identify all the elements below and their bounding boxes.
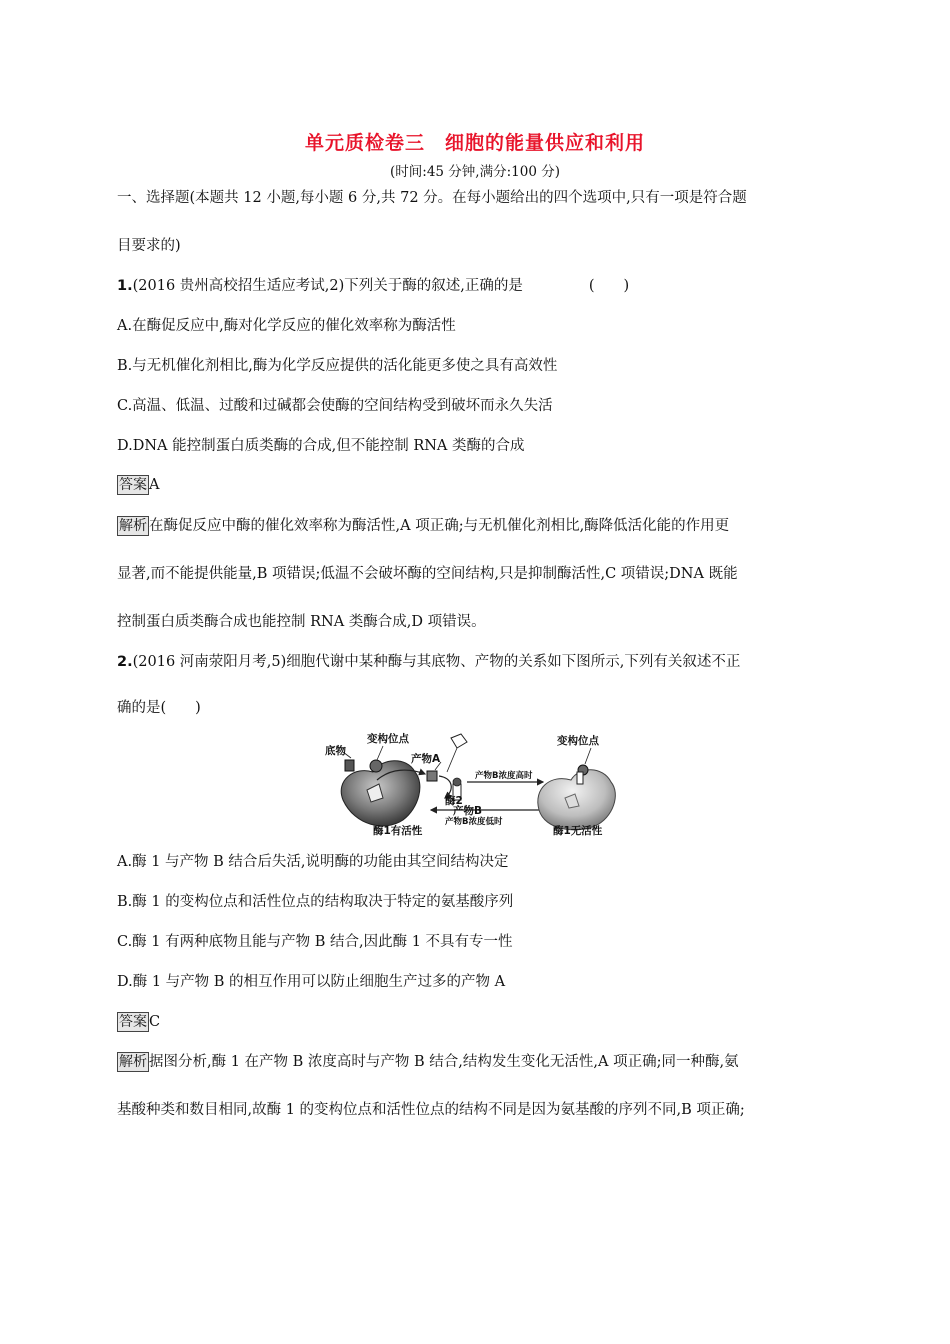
analysis-line-3: 控制蛋白质类酶合成也能控制 RNA 类酶合成,D 项错误。 bbox=[117, 614, 486, 630]
answer-tag: 答案 bbox=[119, 477, 147, 493]
question-number: 2. bbox=[117, 654, 133, 670]
analysis-line-1 bbox=[117, 516, 729, 536]
answer-tag: 答案 bbox=[119, 1014, 147, 1030]
question-2-stem-line1 bbox=[117, 652, 740, 672]
label-product-a: 产物A bbox=[411, 753, 441, 765]
allosteric-site-icon bbox=[370, 760, 382, 772]
option-a: A.酶 1 与产物 B 结合后失活,说明酶的功能由其空间结构决定 bbox=[117, 854, 509, 870]
option-c: C.酶 1 有两种底物且能与产物 B 结合,因此酶 1 不具有专一性 bbox=[117, 934, 513, 950]
option-a: A.在酶促反应中,酶对化学反应的催化效率称为酶活性 bbox=[117, 318, 456, 334]
analysis-line-1 bbox=[117, 1052, 739, 1072]
question-text: (2016 河南荥阳月考,5)细胞代谢中某种酶与其底物、产物的关系如下图所示,下列有关叙述不正 bbox=[132, 654, 741, 670]
option-d: D.酶 1 与产物 B 的相互作用可以防止细胞生产过多的产物 A bbox=[117, 974, 506, 990]
option-b: B.与无机催化剂相比,酶为化学反应提供的活化能更多使之具有高效性 bbox=[117, 358, 558, 374]
label-active: 酶1有活性 bbox=[373, 825, 423, 837]
analysis-tag: 解析 bbox=[119, 1054, 147, 1070]
section-heading-line1: 一、选择题(本题共 12 小题,每小题 6 分,共 72 分。在每小题给出的四个选项中,只有一项是符合题 bbox=[117, 190, 747, 206]
analysis-tag: 解析 bbox=[119, 518, 147, 534]
question-text: (2016 贵州高校招生适应考试,2)下列关于酶的叙述,正确的是 bbox=[132, 278, 523, 294]
label-allosteric-right: 变构位点 bbox=[557, 735, 599, 747]
label-enzyme2: 酶2 bbox=[445, 795, 463, 807]
product-cube-icon bbox=[451, 734, 467, 748]
answer-blank: ( ) bbox=[588, 278, 630, 294]
label-inactive: 酶1无活性 bbox=[553, 825, 603, 837]
answer-value: A bbox=[149, 477, 160, 493]
section-heading-line2: 目要求的) bbox=[117, 238, 181, 254]
question-2-stem-line2: 确的是( ) bbox=[117, 700, 201, 716]
enzyme-diagram bbox=[321, 728, 631, 840]
substrate-cube-icon bbox=[345, 760, 354, 771]
option-d: D.DNA 能控制蛋白质类酶的合成,但不能控制 RNA 类酶的合成 bbox=[117, 438, 525, 454]
question-1-stem bbox=[117, 276, 629, 296]
page-title: 单元质检卷三 细胞的能量供应和利用 bbox=[304, 132, 645, 154]
exam-info: (时间:45 分钟,满分:100 分) bbox=[390, 164, 560, 180]
option-c: C.高温、低温、过酸和过碱都会使酶的空间结构受到破坏而永久失活 bbox=[117, 398, 553, 414]
label-product-b: 产物B bbox=[453, 805, 483, 817]
answer-row bbox=[117, 1012, 160, 1032]
analysis-text: 据图分析,酶 1 在产物 B 浓度高时与产物 B 结合,结构发生变化无活性,A 项正确;同一种酶,氨 bbox=[149, 1054, 739, 1070]
label-low-concentration: 产物B浓度低时 bbox=[445, 817, 503, 827]
answer-value: C bbox=[149, 1014, 161, 1030]
label-substrate: 底物 bbox=[325, 745, 346, 757]
product-a-icon bbox=[427, 771, 437, 781]
label-high-concentration: 产物B浓度高时 bbox=[475, 771, 533, 781]
label-allosteric-left: 变构位点 bbox=[367, 733, 409, 745]
option-b: B.酶 1 的变构位点和活性位点的结构取决于特定的氨基酸序列 bbox=[117, 894, 514, 910]
analysis-line-2: 显著,而不能提供能量,B 项错误;低温不会破坏酶的空间结构,只是抑制酶活性,C 项错误;DNA 既能 bbox=[117, 566, 738, 582]
answer-row bbox=[117, 475, 159, 495]
analysis-line-2: 基酸种类和数目相同,故酶 1 的变构位点和活性位点的结构不同是因为氨基酸的序列不同,B 项正确; bbox=[117, 1102, 745, 1118]
question-number: 1. bbox=[117, 278, 133, 294]
analysis-text: 在酶促反应中酶的催化效率称为酶活性,A 项正确;与无机催化剂相比,酶降低活化能的作用更 bbox=[149, 518, 730, 534]
